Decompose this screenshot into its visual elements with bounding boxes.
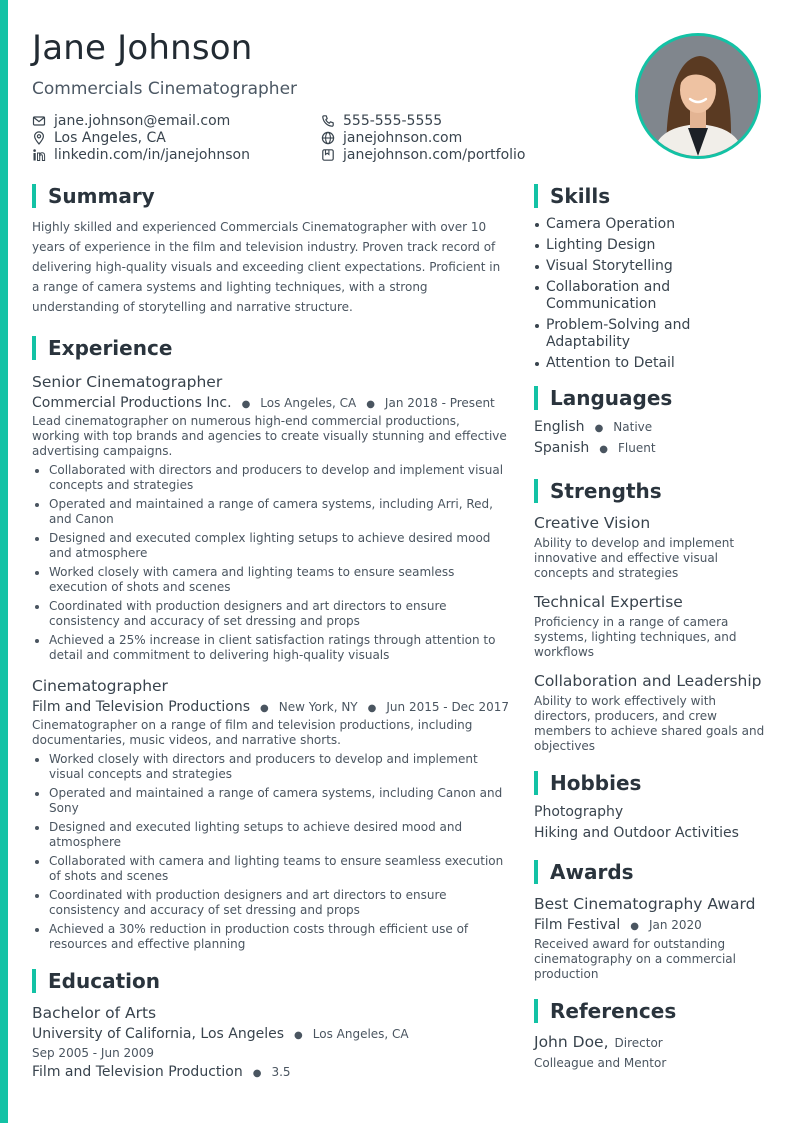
hobby-item: Photography bbox=[534, 804, 624, 820]
separator-dot: ● bbox=[294, 1030, 303, 1041]
section-title-hobbies: Hobbies bbox=[534, 770, 770, 796]
section-title-education: Education bbox=[32, 968, 510, 994]
job-location: New York, NY bbox=[278, 700, 358, 714]
contact-email[interactable]: jane.johnson@email.com bbox=[32, 112, 230, 129]
skill-item: Visual Storytelling bbox=[534, 258, 770, 275]
skill-item: Attention to Detail bbox=[534, 355, 770, 372]
list-item: Designed and executed lighting setups to achieve desired mood and atmosphere bbox=[32, 820, 510, 850]
section-title-skills: Skills bbox=[534, 183, 770, 209]
field-of-study: Film and Television Production bbox=[32, 1064, 243, 1080]
portfolio-icon bbox=[321, 148, 335, 162]
degree: Bachelor of Arts bbox=[32, 1004, 157, 1022]
skill-item: Problem-Solving and Adaptability bbox=[534, 317, 770, 351]
summary-section bbox=[32, 183, 510, 317]
job-achievements bbox=[32, 463, 510, 663]
strength-description: Ability to develop and implement innovative and effective visual concepts and strategies bbox=[534, 536, 735, 580]
job-dates: Jan 2018 - Present bbox=[384, 396, 495, 410]
separator-dot: ● bbox=[594, 423, 604, 434]
contact-phone[interactable]: 555-555-5555 bbox=[321, 112, 442, 129]
list-item: Operated and maintained a range of camera systems, including Arri, Red, and Canon bbox=[32, 497, 510, 527]
list-item: Achieved a 30% reduction in production costs through efficient use of resources and effective planning bbox=[32, 922, 510, 952]
company-name: Commercial Productions Inc. bbox=[32, 395, 232, 411]
school-location: Los Angeles, CA bbox=[312, 1027, 409, 1041]
profile-photo bbox=[635, 33, 761, 159]
section-title-strengths: Strengths bbox=[534, 478, 770, 504]
job-location: Los Angeles, CA bbox=[260, 396, 357, 410]
strength-item bbox=[534, 514, 770, 581]
reference-role: Director bbox=[614, 1036, 663, 1050]
list-item: Operated and maintained a range of camera systems, including Canon and Sony bbox=[32, 786, 510, 816]
skills-section bbox=[534, 183, 770, 372]
main-column bbox=[32, 183, 510, 1080]
strength-title: Creative Vision bbox=[534, 514, 651, 532]
languages-section bbox=[534, 385, 770, 461]
company-name: Film and Television Productions bbox=[32, 699, 251, 715]
experience-section bbox=[32, 335, 510, 952]
separator-dot: ● bbox=[241, 399, 251, 410]
job-achievements bbox=[32, 752, 510, 952]
contact-portfolio[interactable]: janejohnson.com/portfolio bbox=[321, 146, 526, 163]
list-item: Collaborated with directors and producers to develop and implement visual concepts and strategies bbox=[32, 463, 510, 493]
profile-portrait-icon bbox=[638, 36, 758, 156]
job-meta bbox=[32, 699, 510, 715]
section-title-references: References bbox=[534, 998, 770, 1024]
experience-entry bbox=[32, 373, 510, 663]
separator-dot: ● bbox=[367, 703, 377, 714]
linkedin-icon bbox=[32, 148, 46, 162]
strength-title: Technical Expertise bbox=[534, 593, 683, 611]
strength-item bbox=[534, 672, 770, 754]
hobbies-section bbox=[534, 770, 770, 844]
language-item bbox=[534, 419, 770, 440]
awards-section bbox=[534, 859, 770, 982]
list-item: Coordinated with production designers and art directors to ensure consistency and accuracy of set dressing and props bbox=[32, 599, 510, 629]
languages-list bbox=[534, 419, 770, 461]
summary-text: Highly skilled and experienced Commercials Cinematographer with over 10 years of experience in the film and television industry. Proven track record of delivering high-quality visuals and exceeding client expectations. Proficient in a range of camera systems and lighting techniques, with a strong understanding of storytelling and narrative structure. bbox=[32, 220, 501, 314]
separator-dot: ● bbox=[599, 444, 609, 455]
hobbies-list bbox=[534, 802, 770, 844]
job-title: Senior Cinematographer bbox=[32, 373, 223, 391]
candidate-name: Jane Johnson bbox=[32, 28, 253, 68]
list-item: Designed and executed complex lighting setups to achieve desired mood and atmosphere bbox=[32, 531, 510, 561]
strength-item bbox=[534, 593, 770, 660]
separator-dot: ● bbox=[366, 399, 375, 410]
reference-name: John Doe, bbox=[534, 1033, 609, 1051]
location-icon bbox=[32, 131, 46, 145]
resume-header bbox=[32, 30, 612, 164]
skill-item: Lighting Design bbox=[534, 237, 770, 254]
separator-dot: ● bbox=[252, 1068, 262, 1079]
phone-icon bbox=[321, 114, 335, 128]
strengths-section bbox=[534, 478, 770, 754]
email-icon bbox=[32, 114, 46, 128]
list-item: Achieved a 25% increase in client satisfaction ratings through attention to detail and commitment to delivering high-quality visuals bbox=[32, 633, 510, 663]
strength-description: Ability to work effectively with directors, producers, and crew members to achieve shared goals and objectives bbox=[534, 694, 765, 753]
globe-icon bbox=[321, 131, 335, 145]
section-title-awards: Awards bbox=[534, 859, 770, 885]
job-description: Lead cinematographer on numerous high-end commercial productions, working with top brands and agencies to create visually stunning and effective advertising campaigns. bbox=[32, 414, 507, 458]
award-description: Received award for outstanding cinematography on a commercial production bbox=[534, 937, 736, 981]
strength-title: Collaboration and Leadership bbox=[534, 672, 762, 690]
language-name: Spanish bbox=[534, 440, 590, 456]
hobby-item: Hiking and Outdoor Activities bbox=[534, 825, 739, 841]
list-item: Worked closely with directors and producers to develop and implement visual concepts and strategies bbox=[32, 752, 510, 782]
section-title-languages: Languages bbox=[534, 385, 770, 411]
contact-website[interactable]: janejohnson.com bbox=[321, 129, 462, 146]
strength-description: Proficiency in a range of camera systems, lighting techniques, and workflows bbox=[534, 615, 737, 659]
school-name: University of California, Los Angeles bbox=[32, 1026, 285, 1042]
contact-linkedin[interactable]: linkedin.com/in/janejohnson bbox=[32, 146, 250, 163]
list-item: Coordinated with production designers and art directors to ensure consistency and accuracy of set dressing and props bbox=[32, 888, 510, 918]
award-date: Jan 2020 bbox=[648, 918, 702, 932]
award-meta bbox=[534, 917, 770, 933]
section-title-summary: Summary bbox=[32, 183, 510, 209]
skill-item: Collaboration and Communication bbox=[534, 279, 770, 313]
list-item: Worked closely with camera and lighting teams to ensure seamless execution of shots and scenes bbox=[32, 565, 510, 595]
skills-list bbox=[534, 216, 770, 372]
education-dates: Sep 2005 - Jun 2009 bbox=[32, 1046, 155, 1060]
education-section bbox=[32, 968, 510, 1080]
job-description: Cinematographer on a range of film and television productions, including documentaries, music videos, and narrative shorts. bbox=[32, 718, 473, 747]
language-item bbox=[534, 440, 770, 461]
experience-entry bbox=[32, 677, 510, 952]
language-name: English bbox=[534, 419, 585, 435]
gpa: 3.5 bbox=[271, 1065, 291, 1079]
contact-info bbox=[32, 112, 612, 164]
list-item: Collaborated with camera and lighting teams to ensure seamless execution of shots and scenes bbox=[32, 854, 510, 884]
skill-item: Camera Operation bbox=[534, 216, 770, 233]
job-dates: Jun 2015 - Dec 2017 bbox=[386, 700, 510, 714]
references-section bbox=[534, 998, 770, 1070]
language-level: Native bbox=[613, 420, 653, 434]
award-title: Best Cinematography Award bbox=[534, 895, 756, 913]
candidate-title: Commercials Cinematographer bbox=[32, 79, 298, 100]
separator-dot: ● bbox=[260, 703, 269, 714]
job-title: Cinematographer bbox=[32, 677, 168, 695]
reference-relation: Colleague and Mentor bbox=[534, 1056, 667, 1070]
education-field bbox=[32, 1064, 510, 1080]
education-meta bbox=[32, 1026, 510, 1042]
job-meta bbox=[32, 395, 510, 411]
separator-dot: ● bbox=[630, 921, 639, 932]
sidebar-column bbox=[534, 183, 770, 1070]
contact-location: Los Angeles, CA bbox=[32, 129, 166, 146]
reference-item bbox=[534, 1033, 770, 1051]
award-issuer: Film Festival bbox=[534, 917, 621, 933]
language-level: Fluent bbox=[618, 441, 656, 455]
accent-bar bbox=[0, 0, 8, 1123]
section-title-experience: Experience bbox=[32, 335, 510, 361]
